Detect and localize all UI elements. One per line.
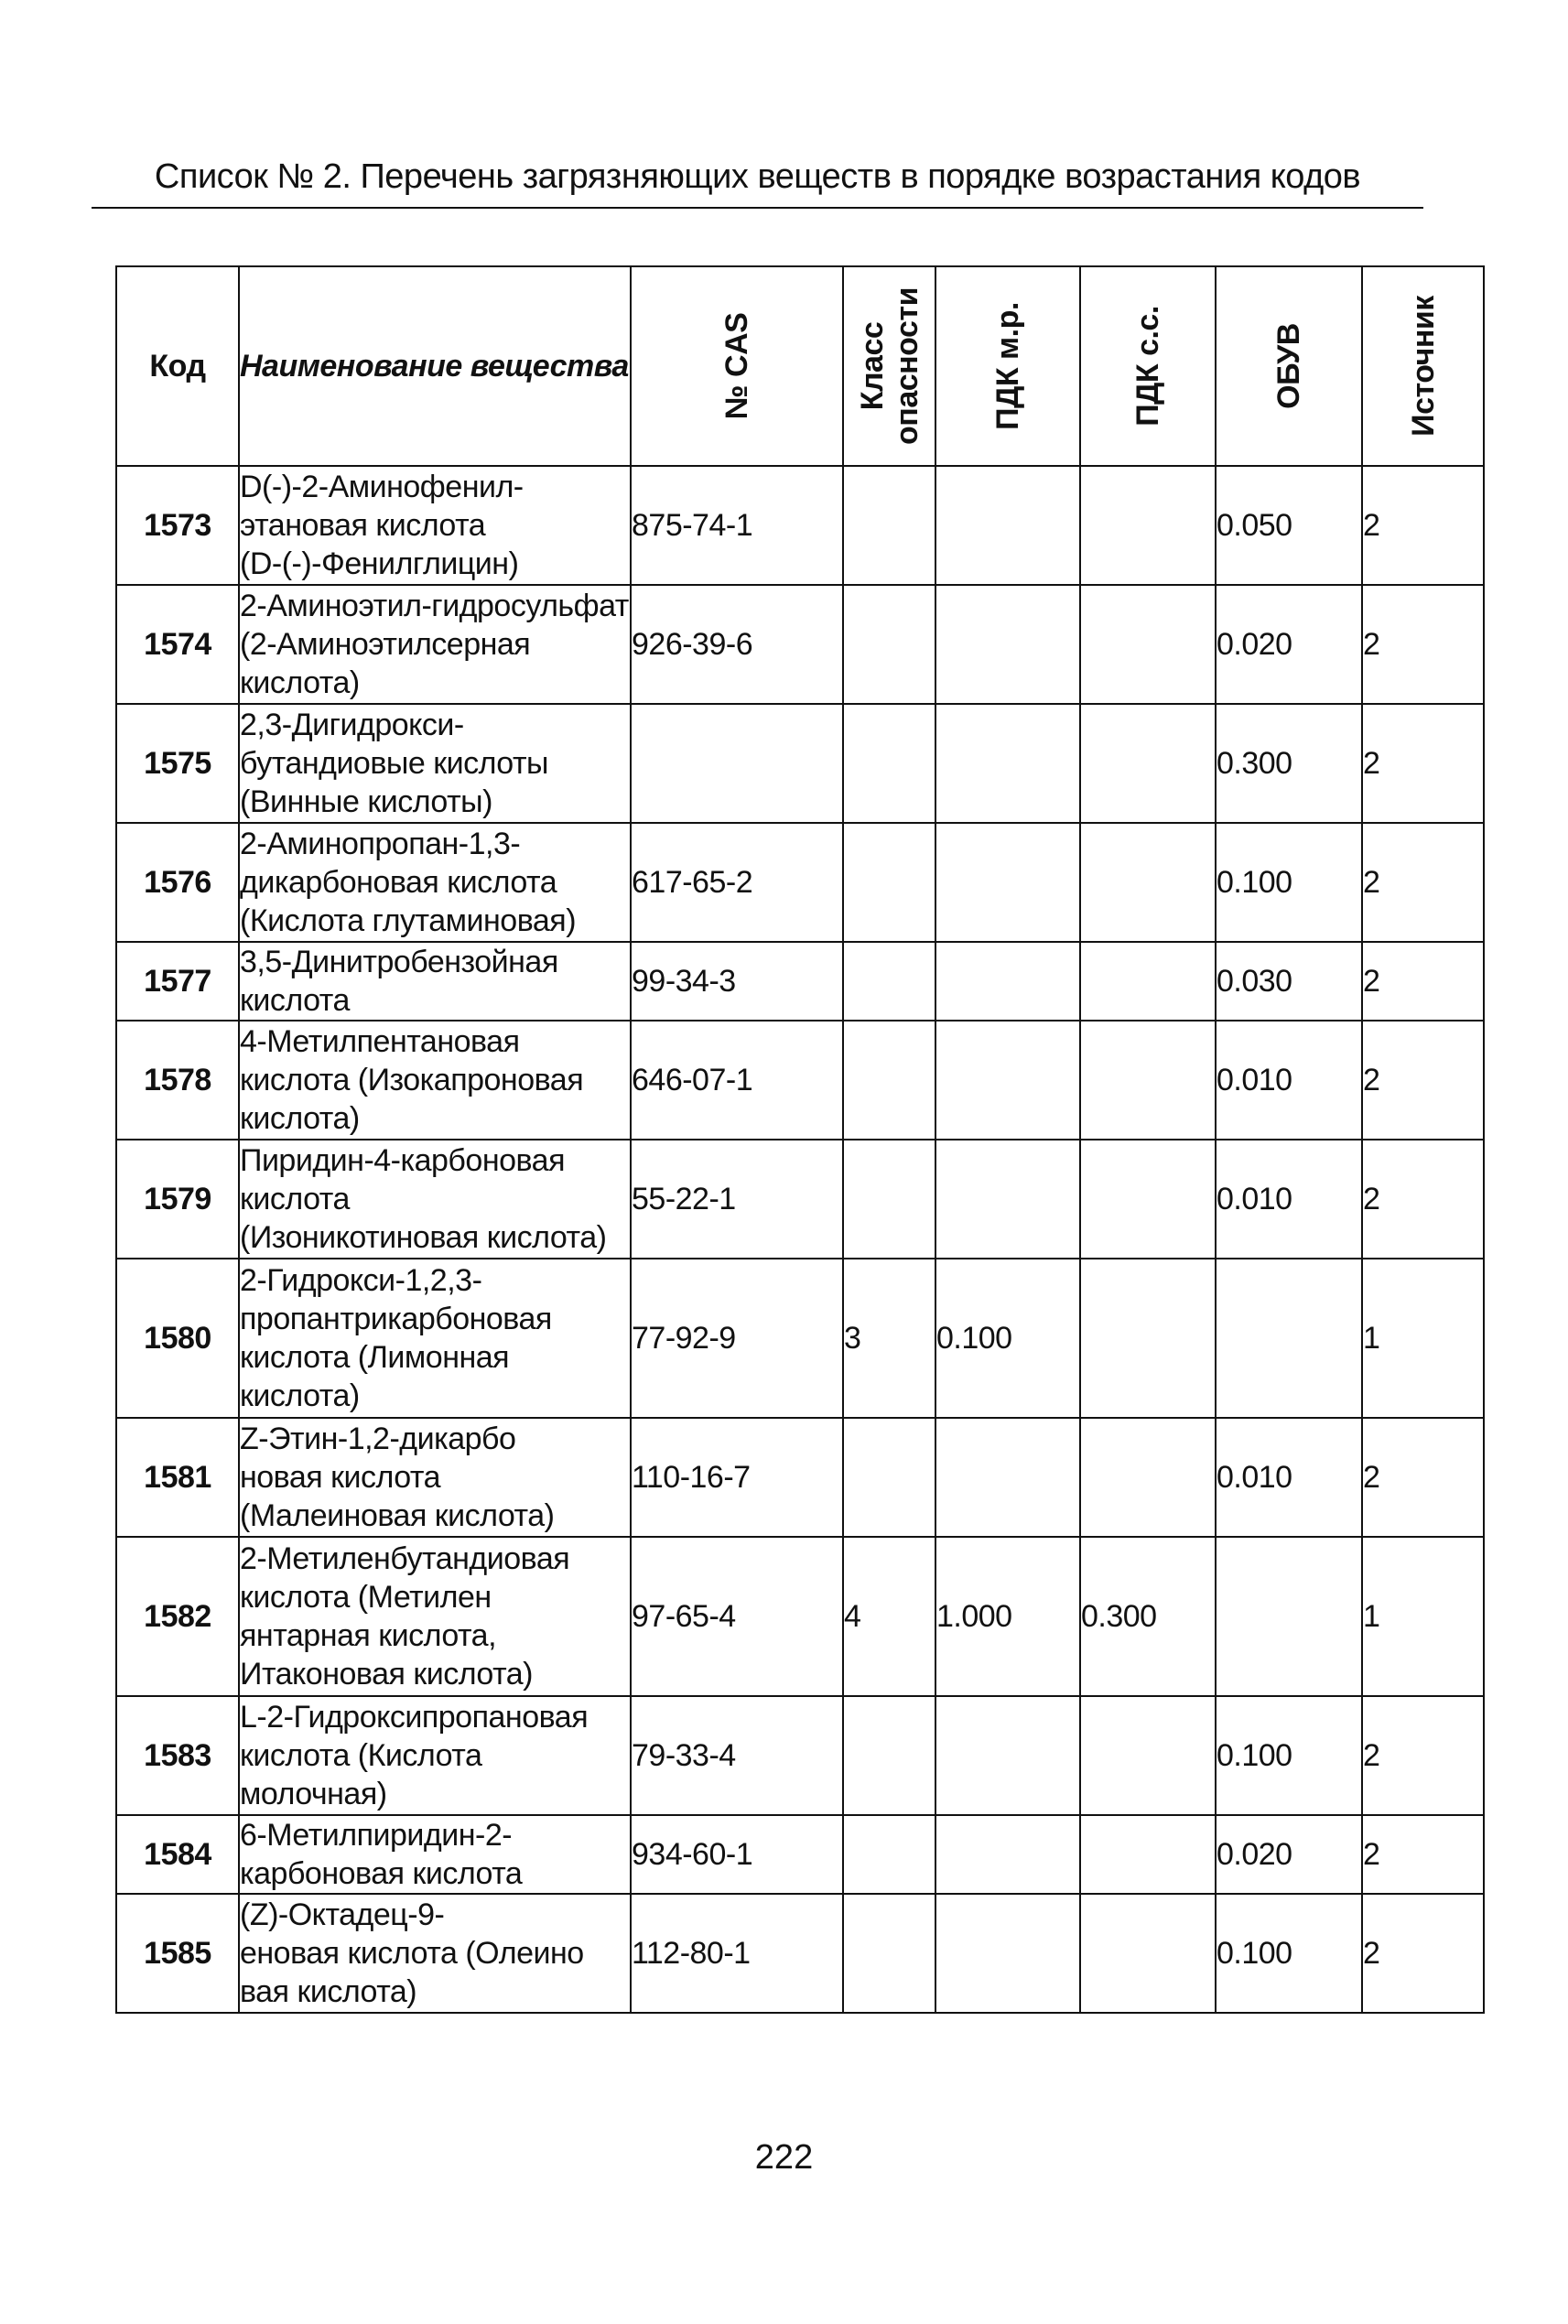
cell-cas: 110-16-7 (631, 1418, 843, 1537)
cell-name (239, 1418, 631, 1537)
cell-hazard-class (843, 1021, 935, 1140)
cell-pdk-ss (1080, 823, 1216, 942)
cell-name (239, 1894, 631, 2013)
table-row (116, 1815, 1484, 1894)
name-line: еновая кислота (Олеино (240, 1936, 584, 1971)
cell-obuv (1216, 1537, 1362, 1696)
cell-name (239, 1815, 631, 1894)
cell-pdk-ss: 0.300 (1080, 1537, 1216, 1696)
header-obuv-label: ОБУВ (1271, 323, 1306, 409)
name-line: вая кислота) (240, 1974, 417, 2009)
cell-pdk-mr: 1.000 (935, 1537, 1080, 1696)
cell-source: 1 (1362, 1537, 1484, 1696)
cell-name (239, 942, 631, 1021)
name-line: (Кислота глутаминовая) (240, 903, 577, 938)
cell-pdk-ss (1080, 585, 1216, 704)
cell-code: 1583 (116, 1696, 239, 1815)
header-hazard-label (855, 287, 925, 445)
cell-hazard-class (843, 704, 935, 823)
cell-pdk-mr (935, 1021, 1080, 1140)
name-line: Пиридин-4-карбоновая (240, 1143, 566, 1178)
cell-cas: 99-34-3 (631, 942, 843, 1021)
name-line: кислота) (240, 1101, 360, 1136)
cell-code: 1573 (116, 466, 239, 585)
cell-source: 2 (1362, 942, 1484, 1021)
header-cas (631, 266, 843, 466)
header-source-label: Источник (1405, 296, 1441, 437)
name-line: (Винные кислоты) (240, 784, 492, 819)
name-line: (2-Аминоэтилсерная (240, 627, 531, 662)
header-hazard-line1: Класс (854, 321, 890, 411)
name-line: новая кислота (240, 1460, 440, 1495)
cell-hazard-class (843, 585, 935, 704)
cell-cas: 646-07-1 (631, 1021, 843, 1140)
name-line: янтарная кислота, (240, 1618, 497, 1653)
cell-name (239, 466, 631, 585)
header-code: Код (116, 266, 239, 466)
header-pdk-ss-label: ПДК с.с. (1130, 306, 1165, 427)
name-line: кислота) (240, 665, 360, 700)
cell-cas: 55-22-1 (631, 1140, 843, 1259)
name-line: кислота (Лимонная (240, 1340, 510, 1375)
cell-pdk-mr (935, 1696, 1080, 1815)
cell-hazard-class (843, 1894, 935, 2013)
cell-hazard-class (843, 1815, 935, 1894)
cell-code: 1574 (116, 585, 239, 704)
cell-pdk-ss (1080, 1021, 1216, 1140)
cell-obuv: 0.100 (1216, 1894, 1362, 2013)
cell-name (239, 1696, 631, 1815)
cell-obuv: 0.300 (1216, 704, 1362, 823)
cell-source: 2 (1362, 823, 1484, 942)
table-row (116, 466, 1484, 585)
name-line: кислота (Метилен (240, 1580, 492, 1615)
cell-pdk-mr (935, 942, 1080, 1021)
cell-cas: 934-60-1 (631, 1815, 843, 1894)
cell-pdk-ss (1080, 466, 1216, 585)
cell-hazard-class: 4 (843, 1537, 935, 1696)
name-line: D(-)-2-Аминофенил- (240, 470, 524, 504)
cell-obuv: 0.030 (1216, 942, 1362, 1021)
table-row (116, 942, 1484, 1021)
cell-source: 2 (1362, 1894, 1484, 2013)
cell-cas: 97-65-4 (631, 1537, 843, 1696)
cell-source: 2 (1362, 466, 1484, 585)
cell-pdk-mr (935, 1894, 1080, 2013)
cell-pdk-mr: 0.100 (935, 1259, 1080, 1418)
cell-pdk-ss (1080, 942, 1216, 1021)
cell-hazard-class (843, 1140, 935, 1259)
cell-obuv: 0.010 (1216, 1418, 1362, 1537)
cell-code: 1585 (116, 1894, 239, 2013)
cell-hazard-class (843, 823, 935, 942)
header-source (1362, 266, 1484, 466)
table-row (116, 1894, 1484, 2013)
table-header-row (116, 266, 1484, 466)
cell-pdk-ss (1080, 1815, 1216, 1894)
name-line: дикарбоновая кислота (240, 865, 557, 900)
cell-source: 2 (1362, 1140, 1484, 1259)
cell-code: 1578 (116, 1021, 239, 1140)
cell-obuv: 0.010 (1216, 1021, 1362, 1140)
page-number: 222 (754, 2138, 814, 2177)
name-line: L-2-Гидроксипропановая (240, 1700, 589, 1735)
cell-obuv: 0.020 (1216, 1815, 1362, 1894)
name-line: 2,3-Дигидрокси- (240, 708, 464, 742)
cell-hazard-class (843, 1418, 935, 1537)
cell-source: 2 (1362, 585, 1484, 704)
name-line: кислота (240, 1182, 350, 1216)
cell-code: 1576 (116, 823, 239, 942)
cell-pdk-ss (1080, 704, 1216, 823)
name-line: Z-Этин-1,2-дикарбо (240, 1421, 516, 1456)
cell-pdk-ss (1080, 1894, 1216, 2013)
cell-source: 2 (1362, 1696, 1484, 1815)
cell-source: 2 (1362, 1815, 1484, 1894)
header-pdk-mr (935, 266, 1080, 466)
cell-pdk-ss (1080, 1140, 1216, 1259)
name-line: 3,5-Динитробензойная (240, 945, 558, 979)
cell-pdk-ss (1080, 1418, 1216, 1537)
cell-cas: 112-80-1 (631, 1894, 843, 2013)
cell-obuv: 0.100 (1216, 823, 1362, 942)
cell-pdk-ss (1080, 1259, 1216, 1418)
cell-hazard-class (843, 942, 935, 1021)
table-row (116, 1537, 1484, 1696)
cell-obuv (1216, 1259, 1362, 1418)
cell-pdk-mr (935, 585, 1080, 704)
cell-code: 1579 (116, 1140, 239, 1259)
name-line: 2-Аминопропан-1,3- (240, 827, 521, 861)
header-hazard-line2: опасности (889, 287, 925, 445)
substances-table (115, 265, 1485, 2014)
name-line: пропантрикарбоновая (240, 1302, 552, 1336)
cell-code: 1580 (116, 1259, 239, 1418)
cell-code: 1581 (116, 1418, 239, 1537)
name-line: Итаконовая кислота) (240, 1657, 534, 1692)
cell-cas: 875-74-1 (631, 466, 843, 585)
cell-cas: 77-92-9 (631, 1259, 843, 1418)
table-row (116, 1418, 1484, 1537)
cell-source: 2 (1362, 1418, 1484, 1537)
table-body (116, 466, 1484, 2013)
name-line: кислота (240, 983, 350, 1018)
table-row (116, 1696, 1484, 1815)
page-title: Список № 2. Перечень загрязняющих веществ в порядке возрастания кодов (92, 154, 1423, 209)
cell-name (239, 1259, 631, 1418)
cell-name (239, 585, 631, 704)
cell-pdk-ss (1080, 1696, 1216, 1815)
cell-pdk-mr (935, 1418, 1080, 1537)
cell-cas (631, 704, 843, 823)
cell-name (239, 1140, 631, 1259)
name-line: кислота (Изокапроновая (240, 1063, 584, 1097)
name-line: (D-(-)-Фенилглицин) (240, 546, 519, 581)
cell-hazard-class (843, 1696, 935, 1815)
name-line: (Изоникотиновая кислота) (240, 1220, 607, 1255)
cell-code: 1575 (116, 704, 239, 823)
cell-obuv: 0.020 (1216, 585, 1362, 704)
table-row (116, 704, 1484, 823)
table-row (116, 1140, 1484, 1259)
cell-cas: 617-65-2 (631, 823, 843, 942)
cell-name (239, 704, 631, 823)
cell-pdk-mr (935, 704, 1080, 823)
name-line: кислота) (240, 1378, 360, 1413)
cell-pdk-mr (935, 1815, 1080, 1894)
name-line: молочная) (240, 1777, 387, 1811)
name-line: бутандиовые кислоты (240, 746, 548, 781)
table-row (116, 1259, 1484, 1418)
header-pdk-mr-label: ПДК м.р. (990, 302, 1025, 430)
name-line: 4-Метилпентановая (240, 1024, 520, 1059)
header-obuv (1216, 266, 1362, 466)
cell-cas: 926-39-6 (631, 585, 843, 704)
cell-obuv: 0.100 (1216, 1696, 1362, 1815)
name-line: 2-Метиленбутандиовая (240, 1541, 570, 1576)
cell-source: 2 (1362, 704, 1484, 823)
header-pdk-ss (1080, 266, 1216, 466)
cell-cas: 79-33-4 (631, 1696, 843, 1815)
cell-code: 1582 (116, 1537, 239, 1696)
name-line: (Малеиновая кислота) (240, 1498, 555, 1533)
name-line: 2-Гидрокси-1,2,3- (240, 1263, 482, 1298)
cell-name (239, 823, 631, 942)
header-hazard-class (843, 266, 935, 466)
cell-hazard-class (843, 466, 935, 585)
name-line: (Z)-Октадец-9- (240, 1897, 445, 1932)
cell-code: 1577 (116, 942, 239, 1021)
cell-name (239, 1537, 631, 1696)
name-line: кислота (Кислота (240, 1738, 482, 1773)
header-name: Наименование вещества (239, 266, 631, 466)
name-line: 6-Метилпиридин-2- (240, 1818, 513, 1853)
cell-pdk-mr (935, 1140, 1080, 1259)
cell-pdk-mr (935, 466, 1080, 585)
cell-obuv: 0.010 (1216, 1140, 1362, 1259)
header-cas-label: № CAS (719, 312, 754, 420)
cell-name (239, 1021, 631, 1140)
table-row (116, 585, 1484, 704)
cell-source: 1 (1362, 1259, 1484, 1418)
table-row (116, 1021, 1484, 1140)
name-line: этановая кислота (240, 508, 486, 543)
cell-obuv: 0.050 (1216, 466, 1362, 585)
cell-hazard-class: 3 (843, 1259, 935, 1418)
cell-code: 1584 (116, 1815, 239, 1894)
name-line: 2-Аминоэтил-гидросульфат (240, 589, 629, 623)
cell-pdk-mr (935, 823, 1080, 942)
table-row (116, 823, 1484, 942)
name-line: карбоновая кислота (240, 1856, 523, 1891)
cell-source: 2 (1362, 1021, 1484, 1140)
